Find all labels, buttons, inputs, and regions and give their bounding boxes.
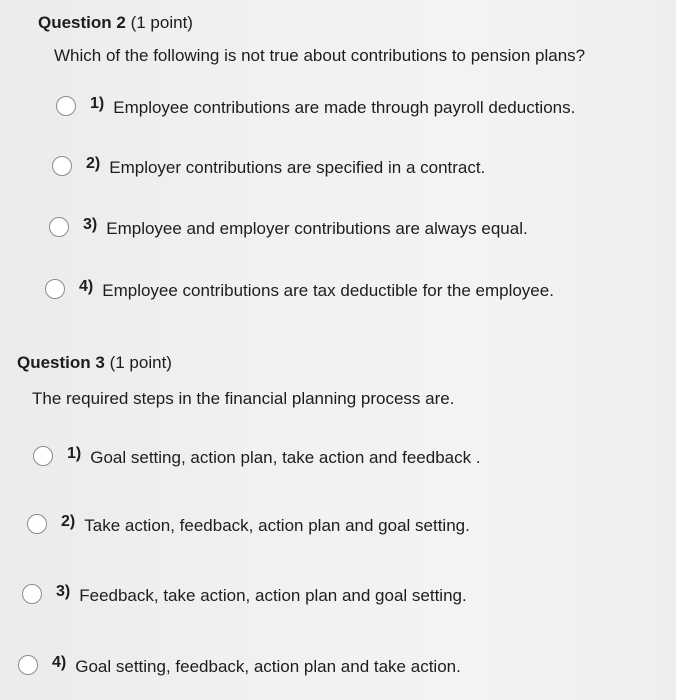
question-3-option-3[interactable] [22,581,467,607]
radio-button-icon[interactable] [49,217,69,237]
question-3-heading [17,353,172,373]
option-text: Employee contributions are tax deductible for the employee. [102,281,554,300]
option-number: 1) [67,445,82,462]
option-number: 1) [90,95,105,112]
question-2-option-4[interactable] [45,276,554,302]
radio-button-icon[interactable] [52,156,72,176]
question-2-points: (1 point) [130,13,193,32]
question-2-option-1[interactable] [56,93,575,119]
option-number: 3) [83,216,98,233]
question-3-option-2[interactable] [27,511,470,537]
question-2-title: Question 2 [38,13,126,32]
option-number: 4) [79,278,94,295]
option-text: Employer contributions are specified in a contract. [109,158,486,177]
radio-button-icon[interactable] [56,96,76,116]
question-2-heading [38,13,193,33]
option-text: Feedback, take action, action plan and goal setting. [79,586,467,605]
question-3-text: The required steps in the financial planning process are. [32,389,455,408]
question-3-title: Question 3 [17,353,105,372]
option-text: Goal setting, feedback, action plan and take action. [75,657,461,676]
question-2-option-2[interactable] [52,153,485,179]
question-2-text: Which of the following is not true about contributions to pension plans? [54,46,586,65]
question-3-points: (1 point) [109,353,172,372]
radio-button-icon[interactable] [22,584,42,604]
radio-button-icon[interactable] [33,446,53,466]
option-number: 2) [86,155,101,172]
option-number: 2) [61,513,76,530]
question-2-option-3[interactable] [49,214,528,240]
option-text: Goal setting, action plan, take action and feedback . [90,448,481,467]
option-text: Take action, feedback, action plan and goal setting. [84,516,470,535]
option-number: 3) [56,583,71,600]
question-3-option-4[interactable] [18,652,461,678]
option-text: Employee contributions are made through payroll deductions. [113,98,576,117]
radio-button-icon[interactable] [45,279,65,299]
radio-button-icon[interactable] [18,655,38,675]
question-3-option-1[interactable] [33,443,481,469]
radio-button-icon[interactable] [27,514,47,534]
option-number: 4) [52,654,67,671]
option-text: Employee and employer contributions are always equal. [106,219,528,238]
